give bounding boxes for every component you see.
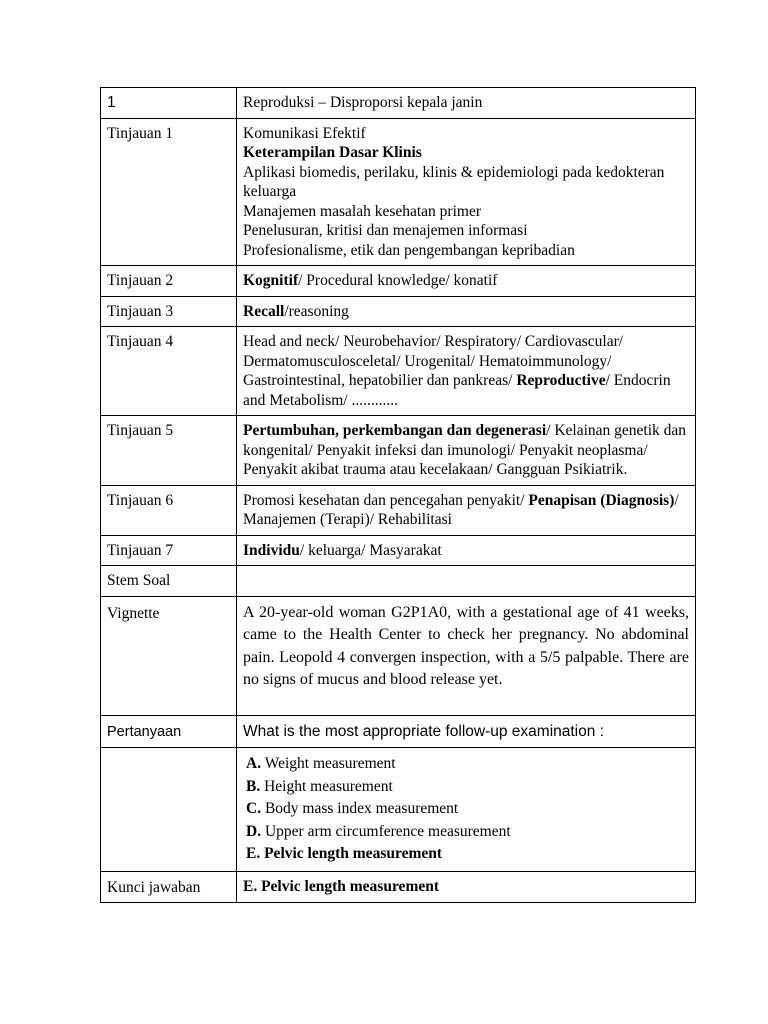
table-row xyxy=(101,535,696,566)
highlight-text: Individu xyxy=(243,541,300,559)
row-value xyxy=(237,296,696,327)
vignette-text: A 20-year-old woman G2P1A0, with a gestational age of 41 weeks, came to the Health Center to check her pregnancy. No abdominal pain. Leopold 4 convergen inspection, with a 5/5 palpable. There are no signs of mucus and blood release yet. xyxy=(237,596,696,715)
option-b: B. Height measurement xyxy=(246,777,393,795)
row-label: Tinjauan 1 xyxy=(101,118,237,266)
highlight-text: Penapisan (Diagnosis) xyxy=(528,491,675,509)
list-item: Penelusuran, kritisi dan menajemen informasi xyxy=(243,222,528,239)
plain-text: / Endocrin and Metabolism/ ............ xyxy=(243,372,671,409)
table-row xyxy=(101,748,696,872)
option-c: C. Body mass index measurement xyxy=(246,800,459,818)
question-text: What is the most appropriate follow-up examination : xyxy=(237,715,696,748)
row-value xyxy=(237,327,696,416)
options-list xyxy=(237,748,696,872)
question-table xyxy=(100,87,696,903)
row-value xyxy=(237,266,696,297)
option-a: A. Weight measurement xyxy=(246,755,396,772)
table-row xyxy=(101,596,696,715)
row-label: Tinjauan 7 xyxy=(101,535,237,566)
option-d: D. Upper arm circumference measurement xyxy=(246,822,511,840)
row-label: Tinjauan 4 xyxy=(101,327,237,416)
row-number: 1 xyxy=(101,88,237,119)
table-row xyxy=(101,88,696,119)
table-row xyxy=(101,566,696,597)
option-e: E. Pelvic length measurement xyxy=(246,845,443,863)
row-label: Tinjauan 6 xyxy=(101,485,237,535)
list-item: Aplikasi biomedis, perilaku, klinis & epidemiologi pada kedokteran keluarga xyxy=(243,163,665,200)
answer-key: E. Pelvic length measurement xyxy=(237,871,696,903)
highlight-text: Reproductive xyxy=(516,372,606,389)
plain-text: / keluarga/ Masyarakat xyxy=(299,541,442,559)
plain-text: / Procedural knowledge/ konatif xyxy=(298,272,498,289)
plain-text: /reasoning xyxy=(284,302,349,320)
list-item: Keterampilan Dasar Klinis xyxy=(243,144,422,161)
plain-text: / Manajemen (Terapi)/ Rehabilitasi xyxy=(243,491,679,528)
row-label: Kunci jawaban xyxy=(101,871,237,903)
row-label: Vignette xyxy=(101,596,237,715)
table-row xyxy=(101,266,696,297)
competency-list xyxy=(237,118,696,266)
table-row xyxy=(101,715,696,748)
row-label: Stem Soal xyxy=(101,566,237,597)
row-value xyxy=(237,535,696,566)
plain-text: Head and neck/ Neurobehavior/ Respiratory/ Cardiovascular/ Dermatomusculosceletal/ Urogenital/ Hematoimmunology/ Gastrointestinal, hepatobilier dan pankreas/ xyxy=(243,333,624,389)
row-label: Pertanyaan xyxy=(101,715,237,748)
list-item: Manajemen masalah kesehatan primer xyxy=(243,202,481,220)
highlight-text: Recall xyxy=(243,302,285,320)
highlight-text: Kognitif xyxy=(243,272,299,289)
stem-value xyxy=(237,566,696,597)
table-row xyxy=(101,118,696,266)
plain-text: Promosi kesehatan dan pencegahan penyakit/ xyxy=(243,491,529,509)
list-item: Profesionalisme, etik dan pengembangan kepribadian xyxy=(243,241,575,259)
highlight-text: Pertumbuhan, perkembangan dan degenerasi xyxy=(243,422,547,439)
row-label: Tinjauan 2 xyxy=(101,266,237,297)
table-row xyxy=(101,871,696,903)
table-row xyxy=(101,416,696,486)
row-value xyxy=(237,485,696,535)
list-item: Komunikasi Efektif xyxy=(243,124,366,142)
plain-text: / Kelainan genetik dan kongenital/ Penyakit infeksi dan imunologi/ Penyakit neoplasma/ Penyakit akibat trauma atau kecelakaan/ Gangguan Psikiatrik. xyxy=(243,422,687,478)
topic-title: Reproduksi – Disproporsi kepala janin xyxy=(237,88,696,119)
table-row xyxy=(101,327,696,416)
row-label: Tinjauan 3 xyxy=(101,296,237,327)
table-row xyxy=(101,296,696,327)
table-row xyxy=(101,485,696,535)
row-label xyxy=(101,748,237,872)
row-value xyxy=(237,416,696,486)
row-label: Tinjauan 5 xyxy=(101,416,237,486)
